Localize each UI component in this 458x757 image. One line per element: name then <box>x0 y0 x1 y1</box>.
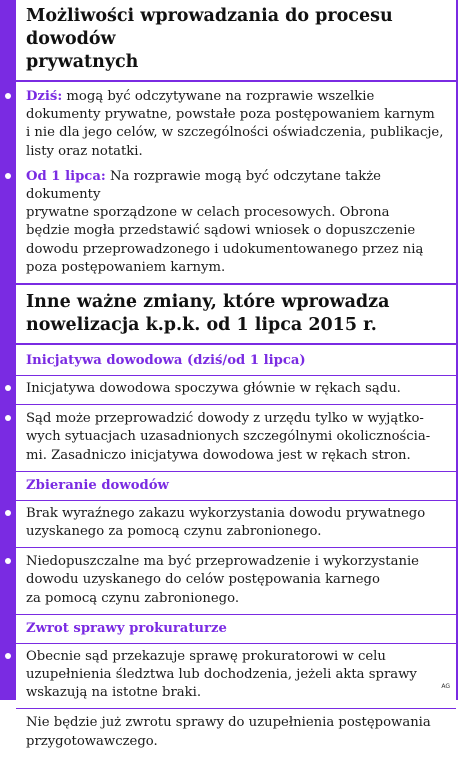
item-line: dokumenty prywatne, powstałe poza postępowaniem karnym <box>26 107 435 123</box>
list-item-today <box>16 88 456 161</box>
bullet-icon <box>5 653 11 659</box>
item-line: i nie dla jego celów, w szczególności oświadczenia, publikacje, <box>26 125 444 141</box>
bullet-icon <box>5 173 11 179</box>
thin-divider <box>16 404 456 405</box>
item-line: listy oraz notatki. <box>26 143 143 159</box>
list-item <box>16 648 456 703</box>
list-item <box>16 410 456 465</box>
section1-title-line1: Możliwości wprowadzania do procesu dowodów <box>26 6 393 49</box>
group-list-return <box>16 644 456 757</box>
item-line: Sąd może przeprowadzić dowody z urzędu tylko w wyjątko- <box>26 411 424 427</box>
group-heading-collection: Zbieranie dowodów <box>26 477 169 493</box>
item-line: dowodu przeprowadzonego i udokumentowanego przez nią <box>26 241 424 257</box>
list-item <box>16 505 456 541</box>
group-list-initiative <box>16 376 456 471</box>
item-line: Inicjatywa dowodowa spoczywa głównie w rękach sądu. <box>26 381 401 397</box>
section1-title <box>16 0 456 80</box>
bullet-icon <box>5 719 11 725</box>
item-line: Na rozprawie mogą być odczytane także dokumenty <box>26 168 381 203</box>
group-list-collection <box>16 501 456 614</box>
item-line: wskazują na istotne braki. <box>26 685 202 701</box>
infobox-content <box>16 0 456 749</box>
list-item-july <box>16 168 456 277</box>
item-line: uzyskanego za pomocą czynu zabronionego. <box>26 524 322 540</box>
item-line: przygotowawczego. <box>26 733 158 749</box>
list-item <box>16 380 456 398</box>
accent-bar-left <box>0 0 16 700</box>
item-line: prywatne sporządzone w celach procesowych. Obrona <box>26 205 390 221</box>
thin-divider <box>16 708 456 709</box>
thin-divider <box>16 547 456 548</box>
item-line: mi. Zasadniczo inicjatywa dowodowa jest w rękach stron. <box>26 447 411 463</box>
item-lead: Od 1 lipca: <box>26 168 106 184</box>
item-line: wych sytuacjach uzasadnionych szczególnymi okolicznościa- <box>26 429 431 445</box>
section1-list <box>16 82 456 283</box>
group-heading-return: Zwrot sprawy prokuraturze <box>26 620 227 636</box>
item-line: za pomocą czynu zabronionego. <box>26 590 240 606</box>
section2-title-line2: nowelizacja k.p.k. od 1 lipca 2015 r. <box>26 315 377 336</box>
credit-label: AG <box>441 683 450 690</box>
item-line: poza postępowaniem karnym. <box>26 259 226 275</box>
item-line: Obecnie sąd przekazuje sprawę prokuratorowi w celu <box>26 648 386 664</box>
section2-title-line1: Inne ważne zmiany, które wprowadza <box>26 292 390 313</box>
bullet-icon <box>5 510 11 516</box>
section1-title-line2: prywatnych <box>26 52 139 72</box>
item-line: mogą być odczytywane na rozprawie wszelkie <box>62 89 375 104</box>
list-item <box>16 714 456 750</box>
item-line: będzie mogła przedstawić sądowi wniosek o dopuszczenie <box>26 223 416 239</box>
item-line: dowodu uzyskanego do celów postępowania karnego <box>26 572 380 588</box>
item-line: Nie będzie już zwrotu sprawy do uzupełnienia postępowania <box>26 715 431 731</box>
bullet-icon <box>5 93 11 99</box>
item-line: uzupełnienia śledztwa lub dochodzenia, jeżeli akta sprawy <box>26 667 417 683</box>
item-lead: Dziś: <box>26 89 63 104</box>
item-line: Brak wyraźnego zakazu wykorzystania dowodu prywatnego <box>26 505 426 521</box>
item-line: Niedopuszczalne ma być przeprowadzenie i wykorzystanie <box>26 554 419 570</box>
list-item <box>16 553 456 608</box>
section2-title <box>16 285 456 343</box>
bullet-icon <box>5 385 11 391</box>
group-heading-initiative: Inicjatywa dowodowa (dziś/od 1 lipca) <box>26 353 306 369</box>
